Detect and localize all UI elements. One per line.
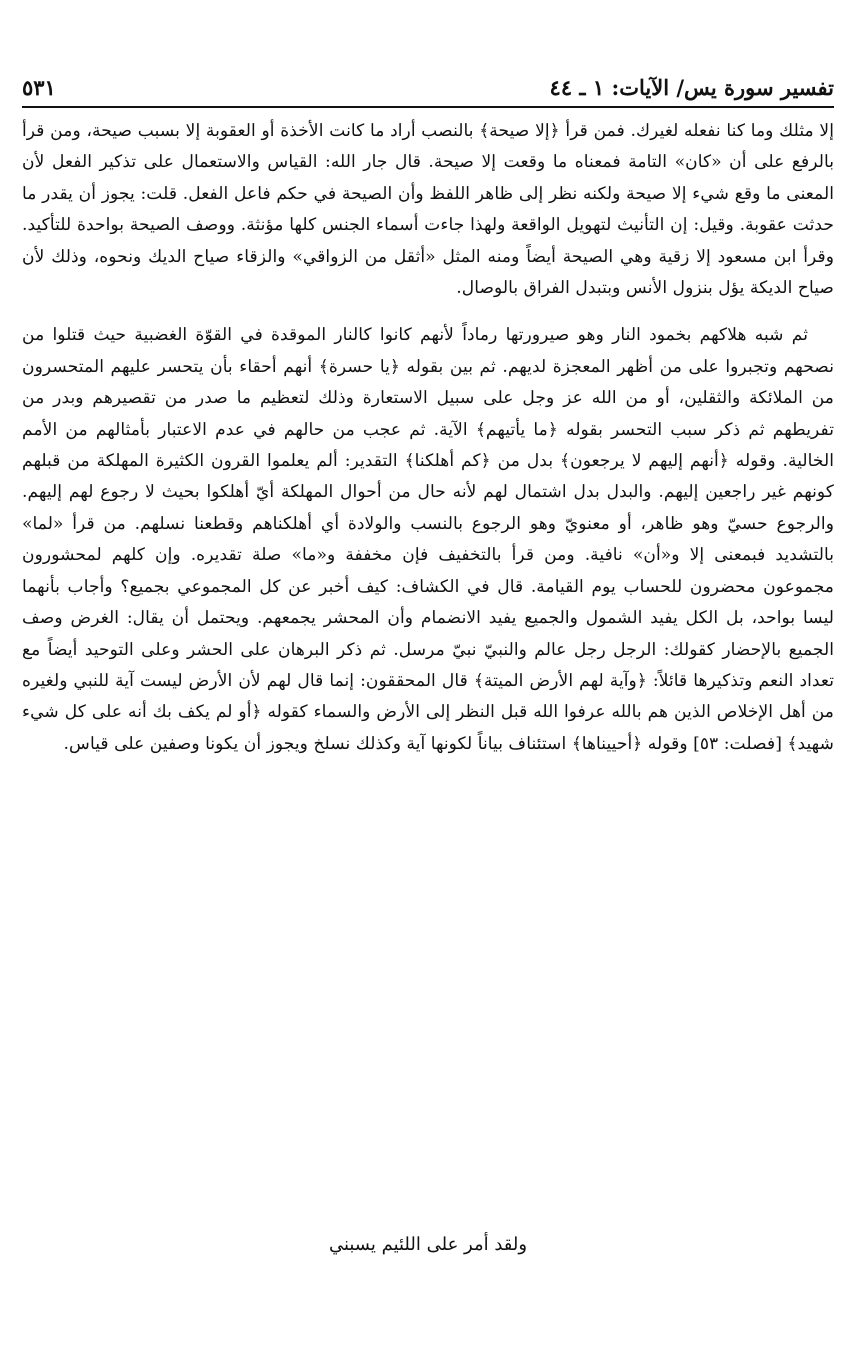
paragraph-1: إلا مثلك وما كنا نفعله لغيرك. فمن قرأ ﴿إلا صيحة﴾ بالنصب أراد ما كانت الأخذة أو العقوبة إلا بسبب صيحة، ومن قرأ بالرفع على أن «كان» التامة فمعناه ما وقعت إلا صيحة. قال جار الله: القياس والاستعمال على تذكير الفعل لأن المعنى ما وقع شيء إلا صيحة ولكنه نظر إلى ظاهر اللفظ وأن الصيحة في حكم فاعل الفعل. قلت: يجوز أن يقدر ما حدثت عقوبة. وقيل: إن التأنيث لتهويل الواقعة ولهذا جاءت أسماء الجنس كلها مؤنثة. ووصف الصيحة بواحدة للتأكيد. وقرأ ابن مسعود إلا زقية وهي الصيحة أيضاً ومنه المثل «أثقل من الزواقي» والزقاء صياح الديك ونحوه، وذلك لأن صياح الديكة يؤل بنزول الأنس وبتبدل الفراق بالوصال. [22,121,834,299]
header-divider [22,106,834,108]
page-body [22,116,834,760]
paragraph-2-text: ثم شبه هلاكهم بخمود النار وهو صيرورتها رماداً لأنهم كانوا كالنار الموقدة في القوّة الغضبية حيث قتلوا من نصحهم وتجبروا على من أظهر المعجزة لديهم. ثم بين بقوله ﴿يا حسرة﴾ أنهم أحقاء بأن يتحسر عليهم المتحسرون من الملائكة والثقلين، أو من الله عز وجل على سبيل الاستعارة وذلك لتعظيم ما صدر من تقصيرهم وبدر من تفريطهم ثم ذكر سبب التحسر بقوله ﴿ما يأتيهم﴾ الآية. ثم عجب من حالهم في عدم الاعتبار بأمثالهم من الأمم الخالية. وقوله ﴿أنهم إليهم لا يرجعون﴾ بدل من ﴿كم أهلكنا﴾ التقدير: ألم يعلموا القرون الكثيرة المهلكة من قبلهم كونهم غير راجعين إليهم. والبدل بدل اشتمال لهم لأنه حال من أحوال المهلكة أيّ أهلكوا بحيث لا رجوع لهم إليهم. والرجوع حسيّ وهو ظاهر، أو معنويّ وهو الرجوع بالنسب والولادة أي أهلكناهم وقطعنا نسلهم. من قرأ «لما» بالتشديد فبمعنى إلا و«أن» نافية. ومن قرأ بالتخفيف فإن مخففة و«ما» صلة تقديره. وإن كلهم لمحشورون مجموعون محضرون للحساب يوم القيامة. قال في الكشاف: كيف أخبر عن كل المجموعي بجميع؟ وأجاب بأنهما ليسا بواحد، بل الكل يفيد الشمول والجميع يفيد الانضمام وأن المحشر يجمعهم. ويحتمل أن يقال: الغرض وصف الجميع بالإحضار كقولك: الرجل رجل عالم والنبيّ نبيّ مرسل. ثم ذكر البرهان على الحشر وعلى التوحيد أيضاً مع تعداد النعم وتذكيرها قائلاً: ﴿وآية لهم الأرض الميتة﴾ قال المحققون: إنما قال لهم لأن الأرض ليست آية للنبي ولغيره من أهل الإخلاص الذين هم بالله عرفوا الله قبل النظر إلى الأرض والسماء كقوله ﴿أو لم يكف بك أنه على كل شيء شهيد﴾ [فصلت: ٥٣] وقوله ﴿أحييناها﴾ استئناف بياناً لكونها آية وكذلك نسلخ ويجوز أن يكونا وصفين على قياس. [22,325,834,754]
paragraph-2 [22,320,834,760]
verse-line: ولقد أمر على اللئيم يسبني [328,1234,528,1255]
header-title: تفسير سورة يس/ الآيات: ١ ـ ٤٤ [549,75,834,100]
page-number: ٥٣١ [22,75,56,100]
running-header [22,62,834,100]
